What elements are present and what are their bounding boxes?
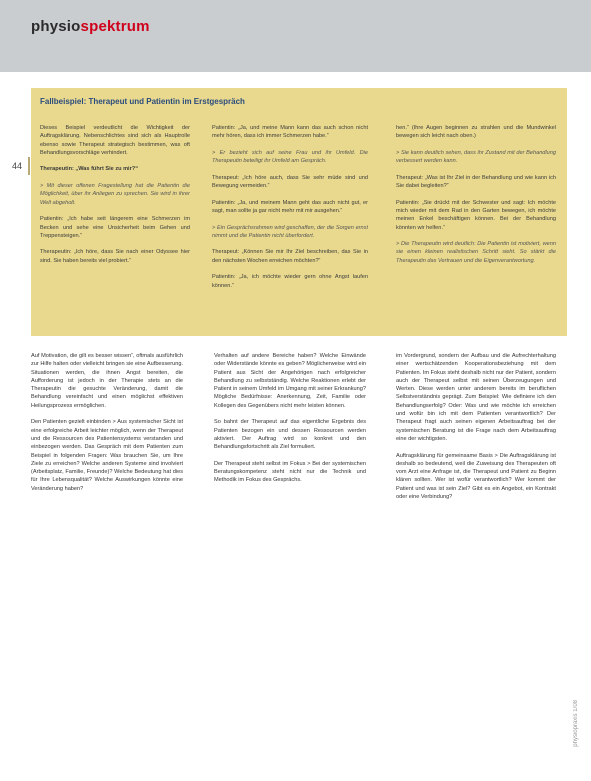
box-paragraph: Therapeut: „Was ist Ihr Ziel in der Behandlung und wie kann ich Sie dabei begleiten?“ [396,174,556,190]
box-paragraph: Patientin: „Ich habe seit längerem eine Schmerzen im Becken und sehe eine Unsicherheit beim Gehen und Treppensteigen.“ [40,216,190,239]
body-paragraph: Verhalten auf andere Bereiche haben? Welche Einwände oder Widerstände könnte es geben? Möglicherweise wird ein Patient aus Sicht der Angehörigen nach erfolgreicher Behandlung zu selbstständig. Welche Reaktionen erlebt der Patient in seinem Umfeld im Umgang mit seiner Erkrankung? Mögliche Bedürfnisse: Anerkennung, Zeit, Familie oder Kollegen des Gegenübers nicht mehr leisten können. [214,353,366,409]
case-study-title: Fallbeispiel: Therapeut und Patientin im Erstgespräch [40,97,245,106]
box-paragraph: Patientin: „Ja, und meine Mann kann das auch schon nicht mehr hören, dass ich immer Schmerzen habe.“ [212,125,368,140]
body-paragraph: Den Patienten gezielt einbinden > Aus systemischer Sicht ist eine erfolgreiche Arbeit leichter möglich, wenn der Therapeut und die Ressourcen des Patientensystems verstanden und einbezogen werden. Das Gespräch mit dem Patienten zum Beispiel in folgenden Fragen: Was brauchen Sie, um Ihre Ziele zu erreichen? Welche anderen Systeme sind involviert (Arbeitsplatz, Familie, Freunde)? Welche Bedeutung hat dies für Ihre Lebensqualität? Welche Auswirkungen könnte eine Veränderung haben? [31,419,183,492]
body-paragraph: Auftragsklärung für gemeinsame Basis > Die Auftragsklärung ist deshalb so bedeutend, weil die Zuweisung des Therapeuten oft vom Arzt eine Anfrage ist, die Therapeut und Patient zu Beginn klären sollten. Wer ist wofür verantwortlich? Wer kommt der Patient und was ist sein Ziel? Gibt es ein Angebot, ein Kontrakt oder eine Verbindung? [396,452,556,501]
box-paragraph: Therapeut: „Ich höre auch, dass Sie sehr müde sind und Bewegung vermeiden.“ [212,174,368,190]
folio-text: physiopraxis 1/08 [573,700,579,747]
box-paragraph: Patientin: „Sie drückt mit der Schwester und sagt: Ich möchte mich wieder mit dem Rad in den Garten bewegen, ich möchte meinen Enkel beschäftigen können. Bei der Behandlung könnten wir helfen.“ [396,199,556,231]
body-paragraph: So bahnt der Therapeut auf das eigentliche Ergebnis des Patienten bezogen ein und dessen Ressourcen werden aktiviert. Der Auftrag wird so konkret und den Behandlungsfortschritt als Ziel formuliert. [214,419,366,451]
body-column-2 [214,352,366,762]
box-paragraph: hen.“ (Ihre Augen beginnen zu strahlen und die Mundwinkel bewegen sich leicht nach oben.) [396,125,556,140]
body-column-1 [31,352,183,762]
magazine-logo [31,18,150,35]
box-paragraph: Therapeutin: „Was führt Sie zu mir?“ [40,166,138,173]
box-paragraph: > Mit dieser offenen Fragestellung hat die Patientin die Möglichkeit, über ihr Anliegen zu sprechen. Sie wird in ihrer Welt abgeholt. [40,183,190,206]
body-paragraph: im Vordergrund, sondern der Aufbau und die Aufrechterhaltung einer wertschätzenden Kooperationsbeziehung mit dem Patienten. Im Fokus steht deshalb nicht nur der Patient, sondern auch der Therapeut selbst mit seinen Überzeugungen und Werten. Diese werden unter anderem bereits im beruflichen Selbstverständnis geprägt. Zum Beispiel: Wie definiere ich den Behandlungserfolg? Oder: Was und wie möchte ich erreichen und wofür bin ich mit dem Patienten verantwortlich? Der Therapeut fragt auch seinen eigenen Arbeitsauftrag bei der systemischen Beratung ist die Frage nach dem Arbeitsauftrag eine der wichtigsten. [396,353,556,442]
box-paragraph: Dieses Beispiel verdeutlicht die Wichtigkeit der Auftragsklärung. Nebenschlichtes sind sich als Hauptrolle ebenso sowie Therapeut strategisch bestimmen, was oft Behandlungsvorschläge verhindert. [40,125,190,156]
body-column-3 [396,352,556,762]
body-paragraph: Der Therapeut steht selbst im Fokus > Bei der systemischen Beratungskompetenz steht nicht nur die Technik und Methodik im Fokus des Gesprächs. [214,460,366,484]
body-paragraph: Auf Motivation, die gilt es besser wissen“, oftmals ausführlich zur Hilfe halten oder vielleicht bringen sie eine Aufbesserung. Situationen werden, die ihnen Angst bereiten, die Aufforderung ist jedoch in der Therapie stets an die Therapeutin die gesuchte Veränderung, damit die Behandlung vereinfacht und einen möglichst effektiven Heilungsprozess ermöglichen. [31,353,183,409]
box-paragraph: Therapeut: „Können Sie mir Ihr Ziel beschreiben, das Sie in den nächsten Wochen erreichen möchten?“ [212,249,368,264]
page-number: 44 [6,157,30,175]
box-paragraph: > Die Therapeutin wird deutlich: Die Patientin ist motiviert, wenn sie einen kleinen realistischen Schritt sieht. So stärkt die Therapeutin das Vertrauen und die Eigenverantwortung. [396,241,556,264]
header-bar [0,0,591,72]
box-paragraph: Therapeutin: „Ich höre, dass Sie nach einer Odyssee hier sind. Sie haben bereits viel probiert.“ [40,249,190,264]
box-paragraph: Patientin: „Ja, ich möchte wieder gern ohne Angst laufen können.“ [212,274,368,289]
box-column-1 [40,124,190,324]
brand-part-1: physio [31,18,81,35]
box-paragraph: > Er bezieht sich auf seine Frau und ihr Umfeld. Die Therapeutin beteiligt ihr Umfeld am Gespräch. [212,149,368,165]
box-column-2 [212,124,368,324]
box-paragraph: > Ein Gesprächsrahmen wird geschaffen, der die Sorgen ernst nimmt und die Patientin nicht überfordert. [212,224,368,239]
box-paragraph: > Sie kann deutlich sehen, dass ihr Zustand mit der Behandlung verbessert werden kann. [396,149,556,165]
box-paragraph: Patientin: „Ja, und meinem Mann geht das auch nicht gut, er sagt, man sollte ja gar nicht mehr mit mir ausgehen.“ [212,199,368,214]
box-column-3 [396,124,556,324]
brand-part-2: spektrum [80,18,150,35]
